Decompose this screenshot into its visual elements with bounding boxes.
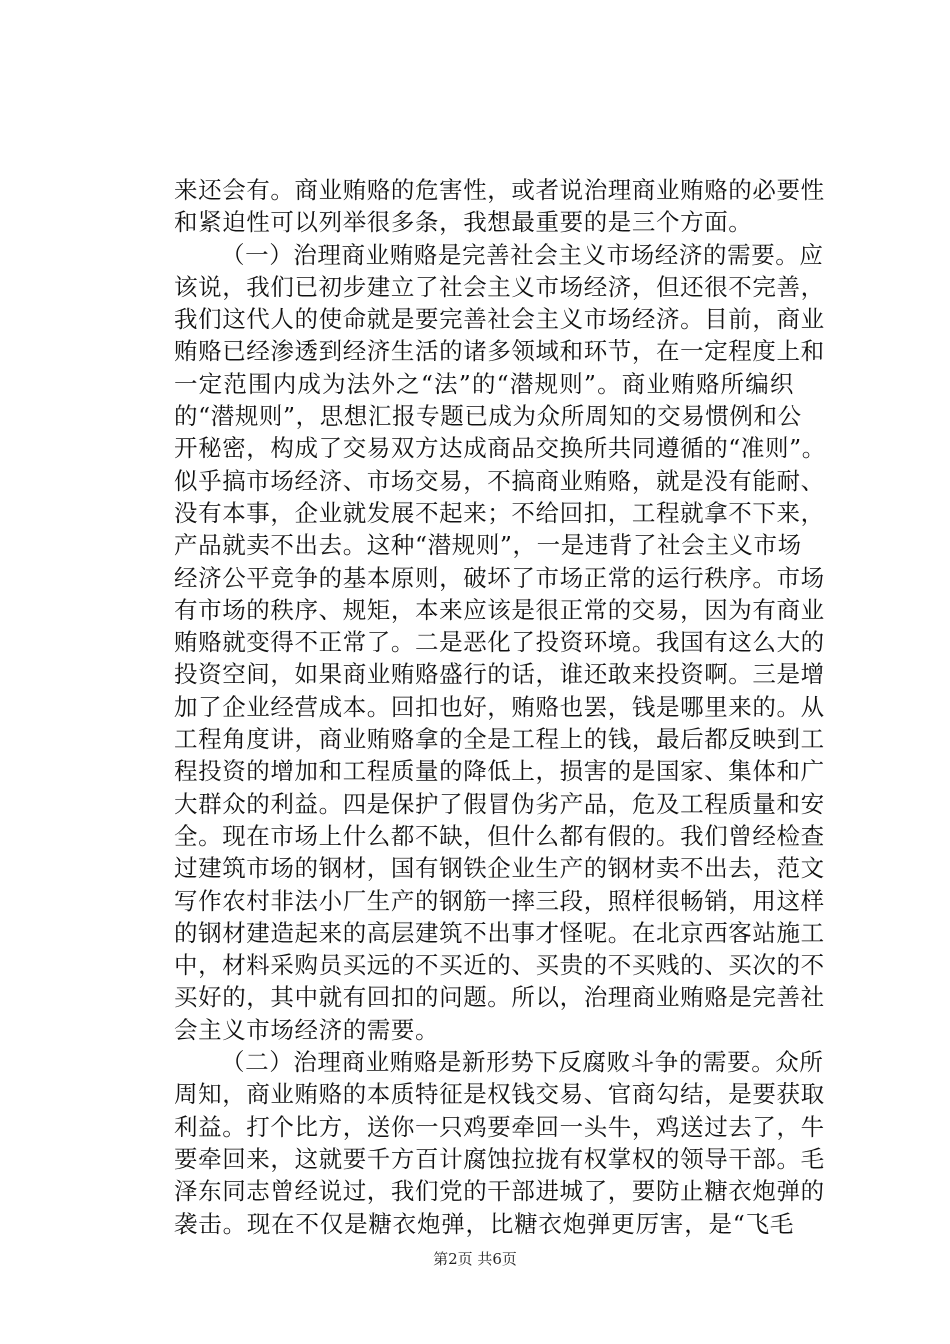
text-line: 我们这代人的使命就是要完善社会主义市场经济。目前，商业 [174, 305, 825, 334]
text-line: （二）治理商业贿赂是新形势下反腐败斗争的需要。众所 [221, 1048, 824, 1077]
text-line: 贿赂就变得不正常了。二是恶化了投资环境。我国有这么大的 [174, 628, 825, 657]
text-line: 该说，我们已初步建立了社会主义市场经济，但还很不完善， [174, 272, 825, 301]
text-line: 的钢材建造起来的高层建筑不出事才怪呢。在北京西客站施工 [174, 918, 825, 947]
text-line: 中，材料采购员买远的不买近的、买贵的不买贱的、买次的不 [174, 951, 825, 980]
text-line: 大群众的利益。四是保护了假冒伪劣产品，危及工程质量和安 [174, 789, 825, 818]
page-number-footer: 第2页 共6页 [433, 1250, 517, 1268]
text-line: 似乎搞市场经济、市场交易，不搞商业贿赂，就是没有能耐、 [174, 466, 825, 495]
text-line: 买好的，其中就有回扣的问题。所以，治理商业贿赂是完善社 [174, 983, 825, 1012]
text-line: 来还会有。商业贿赂的危害性，或者说治理商业贿赂的必要性 [174, 176, 825, 204]
text-line: 产品就卖不出去。这种“潜规则”，一是违背了社会主义市场 [174, 531, 802, 560]
text-line: 没有本事，企业就发展不起来；不给回扣，工程就拿不下来， [174, 498, 825, 527]
text-line: 会主义市场经济的需要。 [174, 1015, 440, 1044]
text-line: 全。现在市场上什么都不缺，但什么都有假的。我们曾经检查 [174, 821, 825, 850]
text-line: 贿赂已经渗透到经济生活的诸多领域和环节，在一定程度上和 [174, 337, 825, 366]
text-line: 过建筑市场的钢材，国有钢铁企业生产的钢材卖不出去，范文 [174, 854, 825, 883]
document-body [174, 174, 826, 1240]
text-line: 利益。打个比方，送你一只鸡要牵回一头牛，鸡送过去了，牛 [174, 1112, 825, 1141]
text-line: 投资空间，如果商业贿赂盛行的话，谁还敢来投资啊。三是增 [174, 660, 825, 689]
text-line: 有市场的秩序、规矩，本来应该是很正常的交易，因为有商业 [174, 595, 825, 624]
text-line: 泽东同志曾经说过，我们党的干部进城了，要防止糖衣炮弹的 [174, 1177, 825, 1206]
text-line: 工程角度讲，商业贿赂拿的全是工程上的钱，最后都反映到工 [174, 725, 825, 754]
text-line: 经济公平竞争的基本原则，破坏了市场正常的运行秩序。市场 [174, 563, 825, 592]
text-line: 程投资的增加和工程质量的降低上，损害的是国家、集体和广 [174, 757, 825, 786]
text-line: 要牵回来，这就要千方百计腐蚀拉拢有权掌权的领导干部。毛 [174, 1144, 825, 1173]
text-line: 加了企业经营成本。回扣也好，贿赂也罢，钱是哪里来的。从 [174, 692, 825, 721]
text-line: 和紧迫性可以列举很多条，我想最重要的是三个方面。 [174, 208, 753, 237]
text-line: 周知，商业贿赂的本质特征是权钱交易、官商勾结，是要获取 [174, 1080, 825, 1109]
text-line: 的“潜规则”，思想汇报专题已成为众所周知的交易惯例和公 [174, 402, 802, 431]
text-line: （一）治理商业贿赂是完善社会主义市场经济的需要。应 [221, 240, 824, 269]
text-line: 袭击。现在不仅是糖衣炮弹，比糖衣炮弹更厉害，是“飞毛 [174, 1209, 794, 1238]
text-line: 开秘密，构成了交易双方达成商品交换所共同遵循的“准则”。 [174, 434, 826, 463]
text-line: 一定范围内成为法外之“法”的“潜规则”。商业贿赂所编织 [174, 369, 794, 398]
text-line: 写作农村非法小厂生产的钢筋一摔三段，照样很畅销，用这样 [174, 886, 825, 915]
